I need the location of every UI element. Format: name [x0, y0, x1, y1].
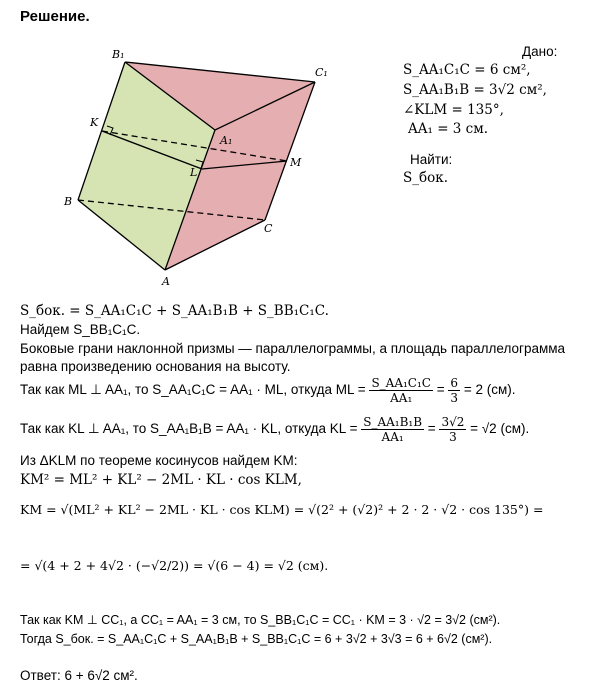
solution-line-9: KM = √(ML² + KL² − 2ML · KL · cos KLM) = √(2² + (√2)² + 2 · 2 · √2 · cos 135°) = [20, 502, 544, 517]
kl-frac1-num: S_AA₁B₁B [363, 415, 423, 429]
solution-line-4: равна произведению основания на высоту. [20, 359, 291, 374]
solution-line-2: Найдем S_BB₁C₁C. [20, 322, 141, 337]
kl-frac2-num: 3√2 [441, 415, 465, 429]
solution-title: Решение. [20, 8, 90, 25]
ml-frac1-num: S_AA₁C₁C [371, 376, 431, 390]
solution-line-7: Из ΔKLM по теореме косинусов найдем KM: [20, 453, 298, 468]
solution-line-12: Тогда S_бок. = S_AA₁C₁C + S_AA₁B₁B + S_BB₁C₁C = 6 + 3√2 + 3√3 = 6 + 6√2 (см²). [20, 632, 493, 646]
ml-fraction-1 [369, 376, 433, 405]
solution-line-5 [20, 376, 515, 405]
label-B: B [64, 195, 73, 208]
prism-figure [50, 40, 380, 288]
label-C: C [264, 222, 273, 235]
solution-line-11: Так как KM ⊥ CC₁, а CC₁ = AA₁ = 3 см, то S_BB₁C₁C = CC₁ · KM = 3 · √2 = 3√2 (см²). [20, 613, 501, 627]
solution-line-6 [20, 415, 529, 444]
ml-frac1-den: AA₁ [390, 391, 413, 405]
kl-frac1-den: AA₁ [381, 430, 404, 444]
label-L: L [190, 166, 198, 179]
label-A1: A₁ [220, 134, 233, 147]
label-C1: C₁ [315, 66, 328, 79]
ml-eq: = [436, 382, 445, 398]
given-line-3: ∠KLM = 135°, [403, 102, 504, 118]
given-line-4: AA₁ = 3 см. [408, 121, 489, 137]
label-M: M [290, 156, 302, 169]
label-A: A [162, 275, 170, 288]
ml-fraction-2 [448, 376, 460, 405]
kl-text: Так как KL ⊥ AA₁, то S_AA₁B₁B = AA₁ · KL, откуда KL = [20, 421, 358, 437]
given-line-2: S_AA₁B₁B = 3√2 см², [403, 82, 547, 98]
solution-line-1: S_бок. = S_AA₁C₁C + S_AA₁B₁B + S_BB₁C₁C. [20, 303, 329, 319]
kl-fraction-1 [361, 415, 424, 444]
solution-line-10: = √(4 + 2 + 4√2 · (−√2/2)) = √(6 − 4) = √2 (см). [20, 558, 329, 573]
ml-result: = 2 (см). [463, 382, 516, 398]
kl-fraction-2 [439, 415, 466, 444]
ml-frac2-num: 6 [450, 376, 459, 390]
solution-line-8: KM² = ML² + KL² − 2ML · KL · cos KLM, [20, 472, 302, 488]
label-K: K [90, 116, 99, 129]
ml-frac2-den: 3 [450, 391, 459, 405]
find-header: Найти: [410, 152, 453, 167]
find-value: S_бок. [403, 170, 448, 186]
kl-frac2-den: 3 [449, 430, 457, 444]
given-line-1: S_AA₁C₁C = 6 см², [403, 62, 531, 78]
ml-text: Так как ML ⊥ AA₁, то S_AA₁C₁C = AA₁ · ML, откуда ML = [20, 382, 366, 398]
given-header: Дано: [522, 44, 558, 59]
label-B1: B₁ [112, 48, 125, 61]
kl-eq: = [427, 421, 436, 437]
solution-line-3: Боковые грани наклонной призмы — параллелограммы, а площадь параллелограмма [20, 341, 566, 356]
answer-line: Ответ: 6 + 6√2 см². [20, 668, 138, 683]
kl-result: = √2 (см). [470, 421, 530, 437]
